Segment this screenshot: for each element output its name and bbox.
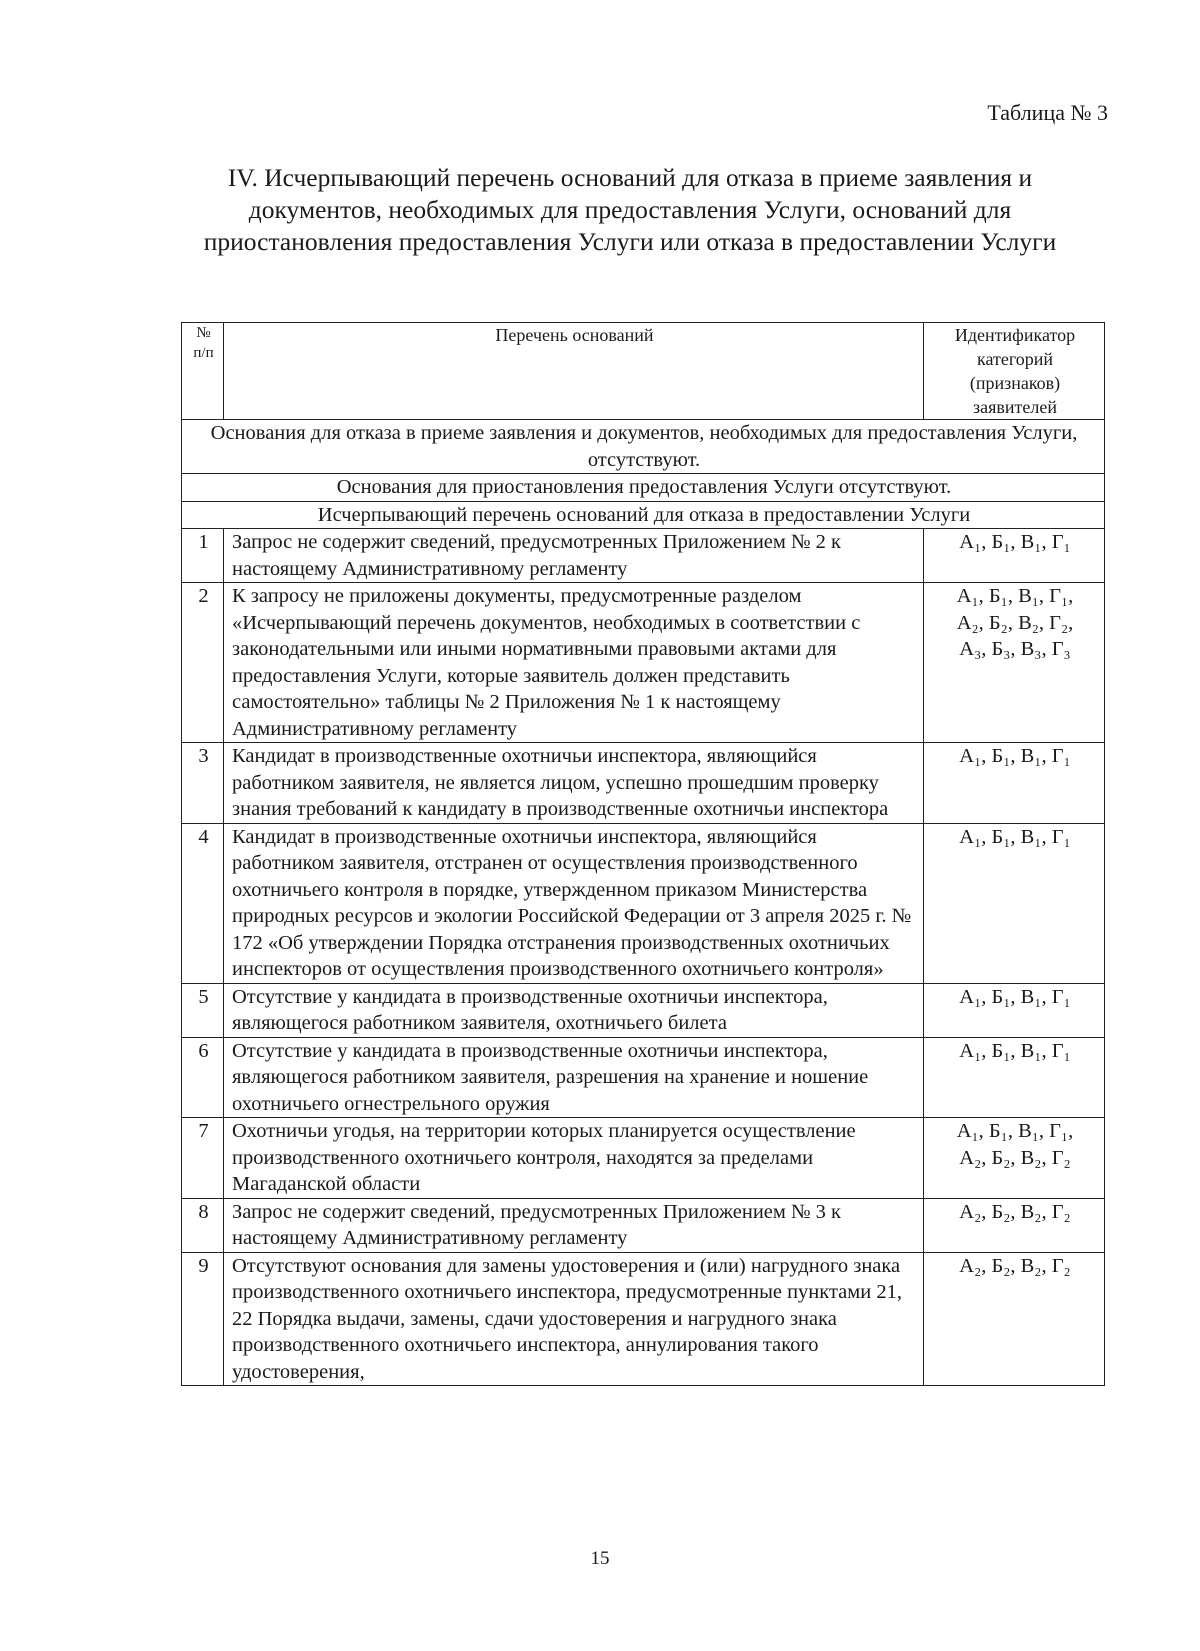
row-ground-text: Запрос не содержит сведений, предусмотренных Приложением № 2 к настоящему Административному регламенту: [224, 529, 924, 583]
row-ground-text: Охотничьи угодья, на территории которых планируется осуществление производственного охотничьего контроля, находятся за пределами Магаданской области: [224, 1118, 924, 1199]
table-row: [182, 583, 1105, 743]
category-line: А₂, Б₂, В₂, Г₂: [959, 1146, 1071, 1169]
category-line: А₁, Б₁, В₁, Г₁,: [956, 1120, 1074, 1142]
section-refusal-acceptance: Основания для отказа в приеме заявления и документов, необходимых для предоставления Услуги, отсутствуют.: [182, 420, 1105, 474]
header-grounds: Перечень оснований: [224, 323, 924, 420]
row-categories: [924, 529, 1105, 583]
table-row: [182, 1198, 1105, 1252]
section-row: [182, 501, 1105, 529]
row-ground-text: К запросу не приложены документы, предусмотренные разделом «Исчерпывающий перечень документов, необходимых в соответствии с законодательными или иными нормативными правовыми актами для предоставления Услуги, которые заявитель должен представить самостоятельно» таблицы № 2 Приложения № 1 к настоящему Административному регламенту: [224, 583, 924, 743]
row-number: 8: [182, 1198, 224, 1252]
row-categories: [924, 743, 1105, 824]
category-line: А₂, Б₂, В₂, Г₂: [959, 1200, 1071, 1223]
category-line: А₁, Б₁, В₁, Г₁: [959, 531, 1071, 553]
category-line: А₃, Б₃, В₃, Г₃: [959, 638, 1071, 660]
row-categories: [924, 983, 1105, 1037]
table-label: Таблица № 3: [987, 100, 1108, 125]
row-ground-text: Отсутствие у кандидата в производственные охотничьи инспектора, являющегося работником заявителя, охотничьего билета: [224, 983, 924, 1037]
row-ground-text: Отсутствуют основания для замены удостоверения и (или) нагрудного знака производственного охотничьего инспектора, предусмотренные пунктами 21, 22 Порядка выдачи, замены, сдачи удостоверения и нагрудного знака производственного охотничьего инспектора, аннулирования такого удостоверения,: [224, 1252, 924, 1386]
row-number: 2: [182, 583, 224, 743]
row-number: 6: [182, 1037, 224, 1118]
row-categories: [924, 1252, 1105, 1386]
row-number: 1: [182, 529, 224, 583]
table-row: [182, 1037, 1105, 1118]
table-row: [182, 529, 1105, 583]
row-categories: [924, 1037, 1105, 1118]
category-line: А₁, Б₁, В₁, Г₁: [959, 985, 1071, 1008]
section-row: [182, 474, 1105, 502]
row-number: 3: [182, 743, 224, 824]
category-line: А₂, Б₂, В₂, Г₂: [959, 1254, 1071, 1277]
table-row: [182, 743, 1105, 824]
table-row: [182, 1252, 1105, 1386]
grounds-table: [181, 322, 1105, 1386]
section-refusal-service: Исчерпывающий перечень оснований для отказа в предоставлении Услуги: [182, 501, 1105, 529]
row-number: 4: [182, 823, 224, 983]
row-ground-text: Отсутствие у кандидата в производственные охотничьи инспектора, являющегося работником заявителя, разрешения на хранение и ношение охотничьего огнестрельного оружия: [224, 1037, 924, 1118]
table-row: [182, 1118, 1105, 1199]
table-row: [182, 823, 1105, 983]
row-categories: [924, 1118, 1105, 1199]
row-ground-text: Кандидат в производственные охотничьи инспектора, являющийся работником заявителя, не является лицом, успешно прошедшим проверку знания требований к кандидату в производственные охотничьи инспектора: [224, 743, 924, 824]
row-number: 5: [182, 983, 224, 1037]
section-suspension: Основания для приостановления предоставления Услуги отсутствуют.: [182, 474, 1105, 502]
header-category: Идентификатор категорий (признаков) заявителей: [924, 323, 1105, 420]
category-line: А₁, Б₁, В₁, Г₁: [959, 825, 1071, 848]
category-line: А₁, Б₁, В₁, Г₁,: [956, 585, 1074, 607]
row-number: 9: [182, 1252, 224, 1386]
row-ground-text: Запрос не содержит сведений, предусмотренных Приложением № 3 к настоящему Административному регламенту: [224, 1198, 924, 1252]
row-ground-text: Кандидат в производственные охотничьи инспектора, являющийся работником заявителя, отстранен от осуществления производственного охотничьего контроля в порядке, утвержденном приказом Министерства природных ресурсов и экологии Российской Федерации от 3 апреля 2025 г. № 172 «Об утверждении Порядка отстранения производственных охотничьих инспекторов от осуществления производственного охотничьего контроля»: [224, 823, 924, 983]
section-row: [182, 420, 1105, 474]
section-title: IV. Исчерпывающий перечень оснований для отказа в приеме заявления и документов, необходимых для предоставления Услуги, оснований для приостановления предоставления Услуги или отказа в предоставлении Услуги: [203, 163, 1057, 256]
table-row: [182, 983, 1105, 1037]
row-categories: [924, 1198, 1105, 1252]
category-line: А₁, Б₁, В₁, Г₁: [959, 745, 1071, 767]
row-categories: [924, 583, 1105, 743]
category-line: А₂, Б₂, В₂, Г₂,: [956, 611, 1074, 634]
row-categories: [924, 823, 1105, 983]
table-header-row: [182, 323, 1105, 420]
header-number: № п/п: [182, 323, 224, 420]
page-number: 15: [590, 1548, 610, 1569]
row-number: 7: [182, 1118, 224, 1199]
category-line: А₁, Б₁, В₁, Г₁: [959, 1039, 1071, 1062]
